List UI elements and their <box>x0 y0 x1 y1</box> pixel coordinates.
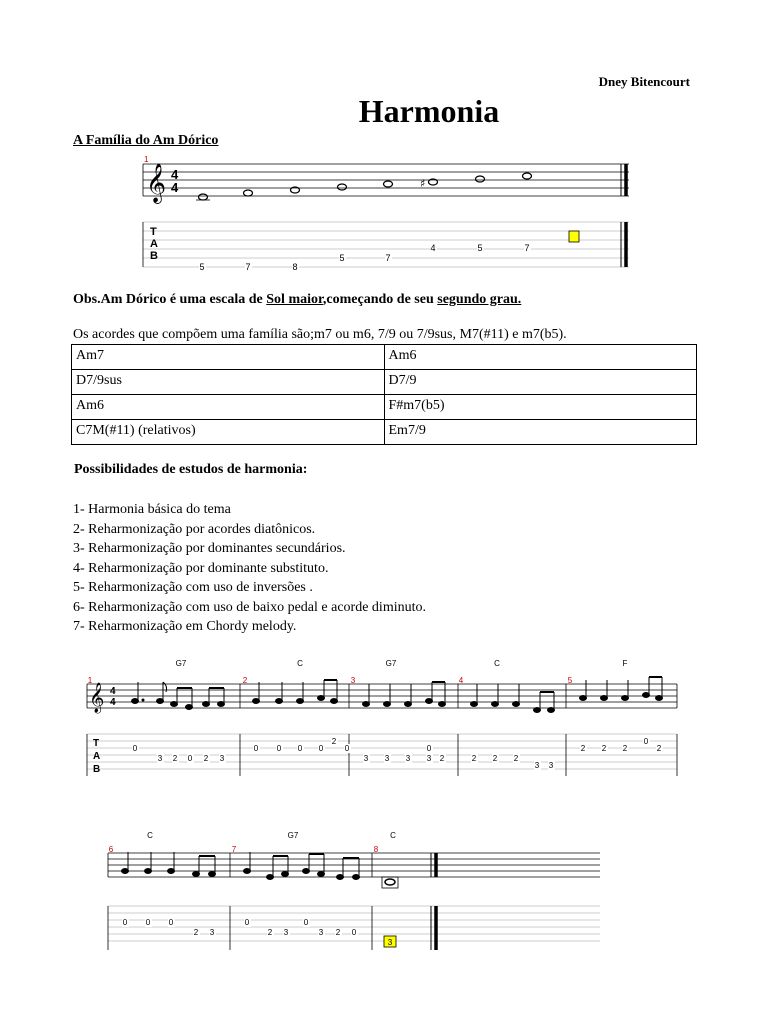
tab-number: 0 <box>253 744 259 753</box>
sharp-sign: ♯ <box>420 177 426 190</box>
tab-number: 3 <box>209 928 215 937</box>
tab-number: 4 <box>430 243 436 253</box>
tab-number: 0 <box>132 744 138 753</box>
chord-symbol: G7 <box>175 659 187 668</box>
chord-symbols <box>147 831 396 840</box>
tab-number: 2 <box>331 737 337 746</box>
page-title: Harmonia <box>358 93 500 129</box>
tab-number: 2 <box>622 744 628 753</box>
table-cell: Em7/9 <box>384 420 697 445</box>
table-row <box>72 420 697 445</box>
chord-family-table <box>71 344 697 445</box>
table-cell: Am6 <box>384 345 697 370</box>
author-name: Dney Bitencourt <box>598 74 690 89</box>
chord-symbol: F <box>622 659 628 668</box>
table-row <box>72 395 697 420</box>
tab-number: 0 <box>351 928 357 937</box>
list-item: 4- Reharmonização por dominante substituto. <box>73 560 329 576</box>
measure-number: 8 <box>373 845 379 854</box>
tab-number: 0 <box>244 918 250 927</box>
tab-lines <box>87 734 677 769</box>
chord-symbols <box>176 659 628 668</box>
measure-number: 1 <box>144 155 149 164</box>
chord-symbol: G7 <box>287 831 299 840</box>
tab-number: 7 <box>385 253 391 263</box>
tab-label-b: B <box>93 764 101 775</box>
tab-label-t: T <box>150 226 157 238</box>
tab-number: 3 <box>219 754 225 763</box>
tab-number: 0 <box>303 918 309 927</box>
table-cell: D7/9 <box>384 370 697 395</box>
table-cell: Am7 <box>72 345 385 370</box>
tab-number: 0 <box>344 744 350 753</box>
obs-middle: ,começando de seu <box>322 292 438 307</box>
measure-number: 4 <box>458 676 464 685</box>
whole-note <box>385 879 395 885</box>
study-list <box>73 500 426 637</box>
tab-final-barline <box>621 222 626 267</box>
table-cell: Am6 <box>72 395 385 420</box>
score-melody-part2 <box>108 831 600 950</box>
chord-symbol: C <box>147 831 153 840</box>
tab-label-b: B <box>150 250 158 262</box>
treble-clef-icon: 𝄞 <box>146 163 167 203</box>
chord-symbol: C <box>390 831 396 840</box>
time-signature-top: 4 <box>171 167 179 182</box>
tab-number: 3 <box>548 761 554 770</box>
chord-symbol: C <box>494 659 500 668</box>
chords-intro-text: Os acordes que compõem uma família são;m7 ou m6, 7/9 ou 7/9sus, M7(#11) e m7(b5). <box>73 327 567 342</box>
obs-prefix: Obs.Am Dórico é uma escala de <box>73 292 267 307</box>
tab-number: 2 <box>203 754 209 763</box>
tab-number: 5 <box>477 243 483 253</box>
chord-symbol: C <box>297 659 303 668</box>
time-signature-bottom: 4 <box>110 697 116 708</box>
score-am-dorian-scale <box>143 155 629 272</box>
tab-number: 0 <box>122 918 128 927</box>
tab-number: 2 <box>601 744 607 753</box>
tab-number: 3 <box>384 754 390 763</box>
tab-number: 3 <box>387 938 393 947</box>
tab-number: 3 <box>283 928 289 937</box>
table-cell: D7/9sus <box>72 370 385 395</box>
tab-number: 2 <box>172 754 178 763</box>
tab-final-barline <box>431 906 436 950</box>
tab-number: 7 <box>245 262 251 272</box>
cursor-highlight <box>569 231 579 242</box>
tab-number: 3 <box>405 754 411 763</box>
tab-label-a: A <box>150 238 158 250</box>
tab-number: 8 <box>292 262 298 272</box>
section-title-am-dorian: A Família do Am Dórico <box>73 133 219 148</box>
tab-number: 2 <box>492 754 498 763</box>
treble-clef-icon: 𝄞 <box>89 683 105 713</box>
score-melody-part1 <box>87 659 677 776</box>
chord-symbol: G7 <box>385 659 397 668</box>
tab-number: 3 <box>318 928 324 937</box>
tab-number: 2 <box>267 928 273 937</box>
staff-lines <box>108 853 600 877</box>
measure-number: 1 <box>87 676 93 685</box>
tab-number: 0 <box>318 744 324 753</box>
time-signature-top: 4 <box>110 686 116 697</box>
tab-number: 0 <box>168 918 174 927</box>
tab-number: 0 <box>426 744 432 753</box>
measure-number: 2 <box>242 676 248 685</box>
measure-number: 7 <box>231 845 237 854</box>
tab-barlines <box>108 906 372 950</box>
tab-numbers <box>199 243 531 272</box>
tab-number: 3 <box>157 754 163 763</box>
tab-number: 7 <box>524 243 530 253</box>
tab-number: 5 <box>339 253 345 263</box>
tab-number: 2 <box>513 754 519 763</box>
time-signature-bottom: 4 <box>171 180 179 195</box>
table-cell: F#m7(b5) <box>384 395 697 420</box>
tab-number: 3 <box>534 761 540 770</box>
list-item: 7- Reharmonização em Chordy melody. <box>73 619 297 634</box>
measure-number: 6 <box>108 845 114 854</box>
tab-label-a: A <box>93 751 101 762</box>
table-cell: C7M(#11) (relativos) <box>72 420 385 445</box>
table-row <box>72 370 697 395</box>
tab-number: 2 <box>335 928 341 937</box>
tab-numbers <box>122 918 393 947</box>
tab-number: 0 <box>187 754 193 763</box>
obs-degree: segundo grau. <box>437 292 522 307</box>
list-item: 2- Reharmonização por acordes diatônicos. <box>73 521 316 537</box>
measure-number: 3 <box>350 676 356 685</box>
tab-number: 2 <box>471 754 477 763</box>
tab-number: 0 <box>643 737 649 746</box>
list-item: 6- Reharmonização com uso de baixo pedal e acorde diminuto. <box>73 599 426 615</box>
list-item: 1- Harmonia básica do tema <box>73 502 231 517</box>
tab-number: 3 <box>363 754 369 763</box>
observation-note <box>73 292 521 308</box>
list-item: 5- Reharmonização com uso de inversões . <box>73 580 313 595</box>
tab-number: 3 <box>426 754 432 763</box>
tab-number: 2 <box>656 744 662 753</box>
staff-lines <box>143 164 629 196</box>
tab-number: 0 <box>145 918 151 927</box>
tab-numbers <box>132 737 663 770</box>
list-item: 3- Reharmonização por dominantes secundários. <box>73 541 346 556</box>
obs-key: Sol maior <box>266 292 323 307</box>
tab-label-t: T <box>93 738 100 749</box>
possibilities-title: Possibilidades de estudos de harmonia: <box>74 462 308 477</box>
tab-number: 2 <box>193 928 199 937</box>
melody-notes <box>122 852 360 880</box>
table-row <box>72 345 697 370</box>
tab-number: 5 <box>199 262 205 272</box>
melody-notes <box>132 677 663 713</box>
tab-number: 0 <box>276 744 282 753</box>
tab-number: 0 <box>297 744 303 753</box>
measure-number: 5 <box>567 676 573 685</box>
tab-number: 2 <box>580 744 586 753</box>
tab-number: 2 <box>439 754 445 763</box>
